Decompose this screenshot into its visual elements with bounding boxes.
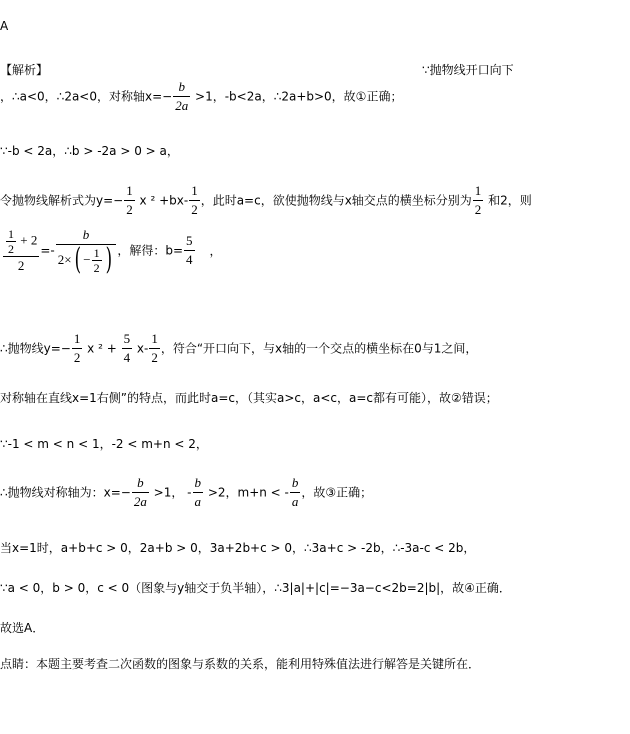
text-segment: ，此时a=c，欲使抛物线与x轴交点的横坐标分别为 (200, 193, 472, 208)
denominator: a (291, 494, 299, 509)
denominator (56, 242, 117, 277)
plus-two: + 2 (17, 231, 38, 247)
denominator: 2 (93, 260, 100, 275)
denominator: 4 (186, 252, 193, 267)
numerator: b (173, 78, 190, 97)
fraction-b-over-2a (132, 474, 149, 511)
denominator: a (194, 494, 202, 509)
denominator: 2 (474, 202, 482, 217)
text-segment: x- (133, 341, 149, 356)
denominator: 2 (191, 202, 198, 217)
text-segment: ，故③正确； (301, 485, 373, 500)
denominator: 4 (123, 350, 131, 365)
line-assume-equation (0, 182, 532, 219)
denominator: 2 (17, 257, 25, 273)
numerator: 1 (124, 182, 135, 201)
numerator: b (290, 474, 301, 493)
text-segment: 2× (57, 252, 72, 267)
denominator: 2 (151, 350, 158, 365)
line-axis-of-symmetry (0, 78, 402, 115)
line-symmetry-right-side: 对称轴在直线x=1右侧”的特点，而此时a=c，（其实a>c，a<c，a=c都有可能），故②错误； (0, 391, 498, 405)
text-segment: ，解得：b= (117, 243, 184, 258)
fraction-five-fourths (184, 232, 195, 269)
minus-sign: − (83, 252, 91, 267)
numerator: 5 (184, 232, 195, 251)
fraction-one-half (6, 227, 16, 256)
right-paren: ) (105, 242, 112, 277)
line-x-equals-one: 当x=1时，a+b+c > 0，2a+b > 0，3a+2b+c > 0，∴3a+c > -2b，∴-3a-c < 2b， (0, 541, 476, 555)
numerator: 1 (189, 182, 200, 201)
numerator: 1 (149, 330, 160, 349)
numerator: 1 (93, 245, 100, 260)
numerator (3, 227, 39, 257)
numerator: b (132, 474, 149, 493)
text-segment: 令抛物线解析式为y=− (0, 193, 124, 208)
parabola-opens-down-note: ∵抛物线开口向下 (422, 63, 514, 77)
numerator: b (56, 226, 117, 245)
numerator: b (193, 474, 204, 493)
fraction-one-half (124, 182, 135, 219)
text-segment: >2，m+n < - (204, 485, 289, 500)
analysis-label: 【解析】 (0, 63, 49, 77)
text-segment: 和2，则 (484, 193, 532, 208)
numerator: 1 (8, 226, 14, 241)
text-segment: ，符合“开口向下，与x轴的一个交点的横坐标在0与1之间， (160, 341, 478, 356)
fraction-b-over-a (193, 474, 204, 511)
answer-text: A (0, 19, 9, 33)
fraction-five-fourths (122, 330, 133, 367)
text-segment: ，∴a<0，∴2a<0，对称轴x=− (0, 89, 173, 104)
text-segment: ∴抛物线y=− (0, 341, 71, 356)
line-solve-b (2, 226, 222, 275)
denominator: 2 (73, 350, 81, 365)
fraction-half-plus-two-over-two (3, 227, 39, 275)
numerator: 1 (473, 182, 484, 201)
text-segment: >1， - (149, 485, 192, 500)
text-segment: x ² +bx- (135, 193, 189, 208)
fraction-b-over-2x-neg-half (56, 226, 117, 275)
text-segment: >1，-b<2a，∴2a+b>0，故①正确； (191, 89, 403, 104)
text-segment: ∴抛物线对称轴为：x=− (0, 485, 131, 500)
fraction-b-over-a (290, 474, 301, 511)
fraction-b-over-2a (173, 78, 190, 115)
line-m-n-range: ∵-1 < m < n < 1，-2 < m+n < 2， (0, 437, 208, 451)
denominator: 2a (133, 494, 147, 509)
line-comment: 点睛：本题主要考查二次函数的图象与系数的关系，能利用特殊值法进行解答是关键所在． (0, 657, 481, 671)
fraction-one-half (189, 182, 200, 219)
fraction-one-half (72, 330, 83, 367)
denominator: 2a (175, 98, 189, 113)
text-segment: ， (209, 243, 222, 258)
line-choose-answer: 故选A． (0, 621, 45, 635)
text-segment: x ² + (83, 341, 121, 356)
line-symmetry-conclusion (0, 474, 372, 511)
line-parabola-expression (0, 330, 477, 367)
line-b-inequality: ∵-b < 2a，∴b > -2a > 0 > a， (0, 144, 179, 158)
numerator: 5 (122, 330, 133, 349)
denominator: 2 (126, 202, 133, 217)
fraction-one-half (92, 246, 102, 275)
fraction-one-half (473, 182, 484, 219)
denominator: 2 (8, 241, 14, 256)
line-sign-analysis: ∵a < 0，b > 0，c < 0（图象与y轴交于负半轴），∴3|a|+|c|=−3a−c<2b=2|b|，故④正确． (0, 581, 511, 595)
left-paren: ( (74, 242, 81, 277)
numerator: 1 (72, 330, 83, 349)
fraction-one-half (149, 330, 160, 367)
text-segment: =- (40, 243, 55, 258)
